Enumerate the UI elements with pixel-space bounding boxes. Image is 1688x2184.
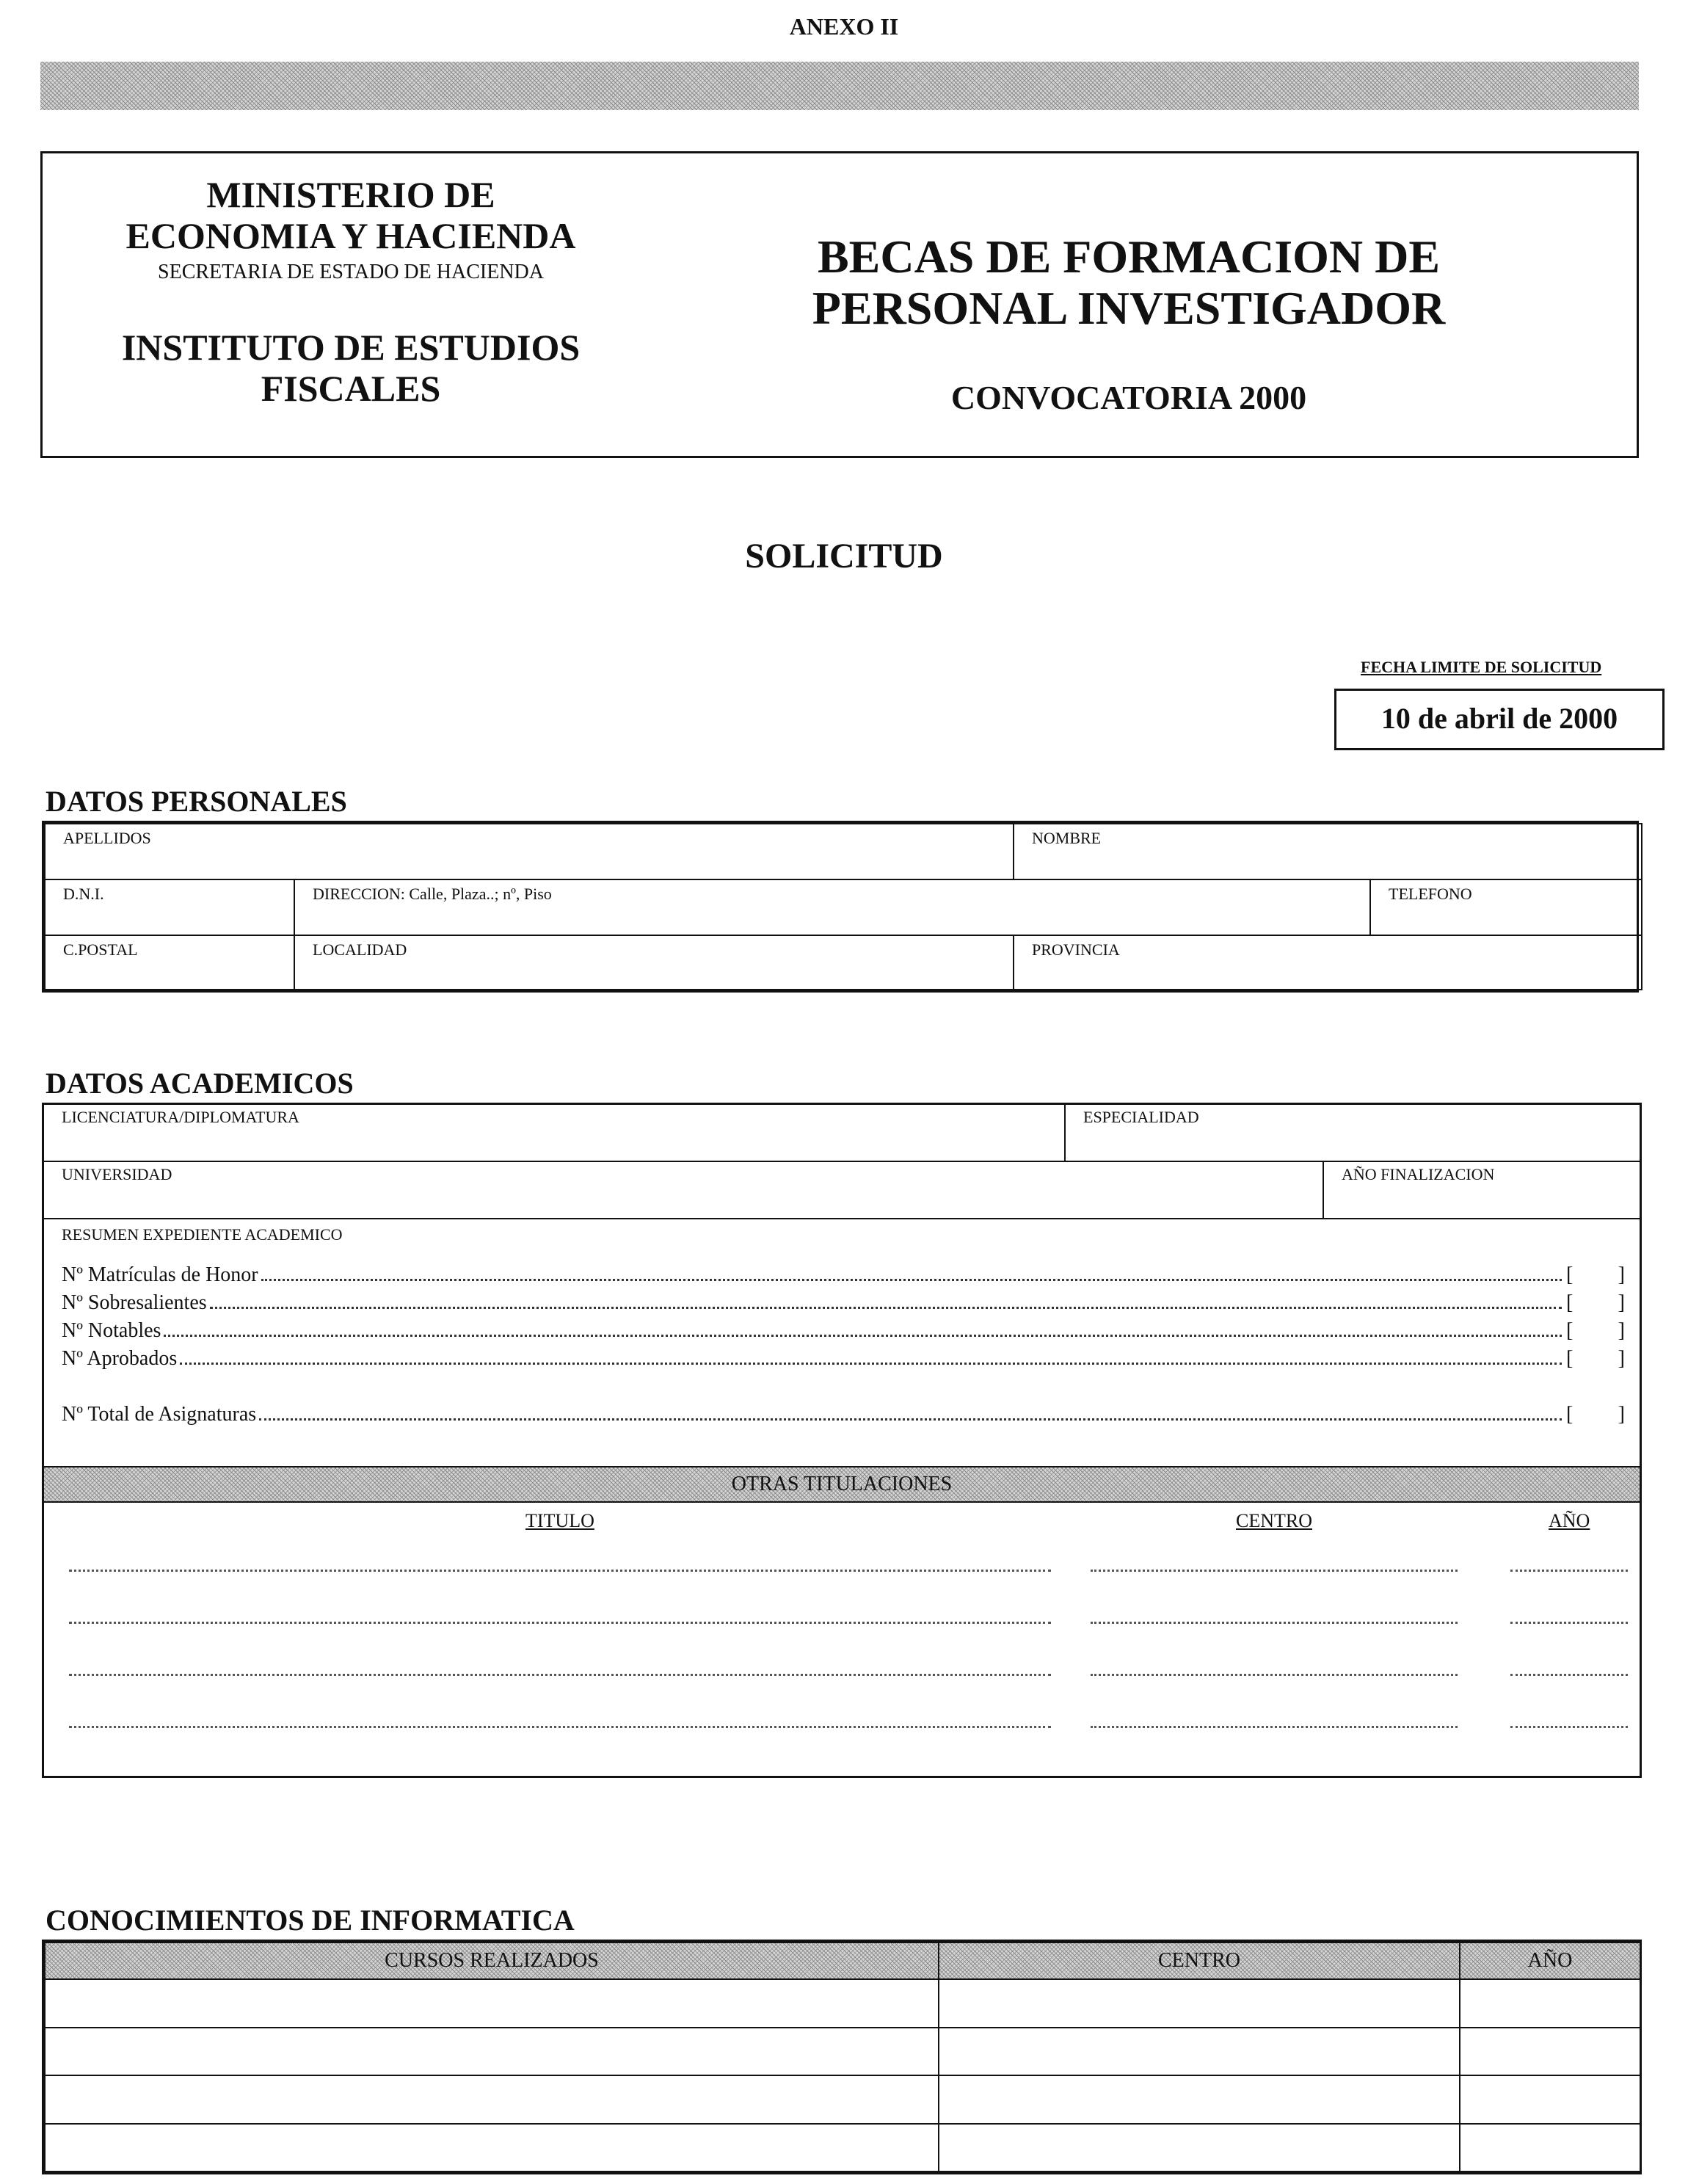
titulo-line-1[interactable]	[69, 1570, 1051, 1572]
header-box	[40, 151, 1639, 458]
total-row[interactable]	[62, 1398, 1625, 1426]
bracket-open: [	[1566, 1291, 1574, 1314]
bracket-open: [	[1566, 1403, 1574, 1426]
universidad-label: UNIVERSIDAD	[62, 1165, 172, 1183]
aprobados-label: Nº Aprobados	[62, 1347, 178, 1370]
cpostal-field[interactable]	[45, 935, 294, 990]
total-label: Nº Total de Asignaturas	[62, 1403, 257, 1426]
cursos-header	[45, 1942, 939, 1979]
centro-line-3[interactable]	[1091, 1674, 1458, 1676]
grades-list	[62, 1259, 1625, 1426]
anio-col-header-label: AÑO	[1527, 1949, 1573, 1972]
academic-heading: DATOS ACADEMICOS	[46, 1067, 354, 1100]
cursos-header-label: CURSOS REALIZADOS	[385, 1949, 599, 1972]
centro-col-header-label: CENTRO	[1158, 1949, 1240, 1972]
anio-line-2[interactable]	[1510, 1622, 1628, 1624]
bracket-open: [	[1566, 1263, 1574, 1286]
dni-field[interactable]	[45, 879, 294, 935]
provincia-label: PROVINCIA	[1032, 940, 1120, 959]
anio-fin-label: AÑO FINALIZACION	[1342, 1165, 1495, 1183]
informatica-table	[42, 1940, 1642, 2174]
centro-line-2[interactable]	[1091, 1622, 1458, 1624]
anio-cell[interactable]	[1460, 2124, 1640, 2172]
table-row	[45, 1979, 1640, 2028]
especialidad-field[interactable]	[1066, 1105, 1640, 1162]
nombre-label: NOMBRE	[1032, 829, 1102, 847]
centro-line-1[interactable]	[1091, 1570, 1458, 1572]
especialidad-label: ESPECIALIDAD	[1083, 1108, 1199, 1126]
bracket-close: ]	[1618, 1263, 1625, 1286]
apellidos-field[interactable]	[45, 824, 1014, 879]
bracket-close: ]	[1618, 1347, 1625, 1370]
telefono-label: TELEFONO	[1389, 885, 1472, 903]
institute-line1: INSTITUTO DE ESTUDIOS	[121, 327, 581, 368]
centro-cell[interactable]	[939, 1979, 1460, 2028]
table-row	[45, 2124, 1640, 2172]
centro-header: CENTRO	[1236, 1510, 1312, 1531]
secretaria-label: SECRETARIA DE ESTADO DE HACIENDA	[158, 261, 544, 283]
direccion-field[interactable]	[294, 879, 1370, 935]
telefono-field[interactable]	[1370, 879, 1642, 935]
convocatoria-label: CONVOCATORIA 2000	[950, 379, 1307, 416]
licenciatura-field[interactable]	[44, 1105, 1066, 1162]
curso-cell[interactable]	[45, 2075, 939, 2124]
titulo-line-2[interactable]	[69, 1622, 1051, 1624]
informatica-heading: CONOCIMIENTOS DE INFORMATICA	[46, 1904, 575, 1937]
bracket-open: [	[1566, 1347, 1574, 1370]
institute-line2: FISCALES	[261, 368, 441, 409]
anio-header: AÑO	[1549, 1510, 1590, 1531]
table-row	[45, 2028, 1640, 2076]
centro-cell[interactable]	[939, 2028, 1460, 2076]
matriculas-row[interactable]	[62, 1259, 1625, 1287]
curso-cell[interactable]	[45, 2124, 939, 2172]
licenciatura-label: LICENCIATURA/DIPLOMATURA	[62, 1108, 299, 1126]
sobresalientes-label: Nº Sobresalientes	[62, 1291, 207, 1314]
header-hatch-band	[40, 62, 1639, 110]
titulo-line-3[interactable]	[69, 1674, 1051, 1676]
annex-title: ANEXO II	[789, 13, 899, 40]
anio-line-1[interactable]	[1510, 1570, 1628, 1572]
provincia-field[interactable]	[1014, 935, 1642, 990]
ministry-line2: ECONOMIA Y HACIENDA	[125, 215, 576, 256]
anio-col-header	[1460, 1942, 1640, 1979]
bracket-close: ]	[1618, 1319, 1625, 1342]
localidad-field[interactable]	[294, 935, 1014, 990]
anio-cell[interactable]	[1460, 2075, 1640, 2124]
otras-titulaciones-label: OTRAS TITULACIONES	[731, 1473, 953, 1495]
bracket-open: [	[1566, 1319, 1574, 1342]
otras-titulaciones-band	[44, 1466, 1640, 1503]
anio-fin-field[interactable]	[1324, 1162, 1640, 1219]
anio-cell[interactable]	[1460, 1979, 1640, 2028]
title-line1: BECAS DE FORMACION DE	[817, 231, 1441, 283]
curso-cell[interactable]	[45, 1979, 939, 2028]
deadline-value: 10 de abril de 2000	[1334, 689, 1665, 750]
table-row	[45, 2075, 1640, 2124]
universidad-field[interactable]	[44, 1162, 1324, 1219]
anio-line-4[interactable]	[1510, 1726, 1628, 1728]
anio-line-3[interactable]	[1510, 1674, 1628, 1676]
dni-label: D.N.I.	[63, 885, 104, 903]
localidad-label: LOCALIDAD	[313, 940, 407, 959]
curso-cell[interactable]	[45, 2028, 939, 2076]
cpostal-label: C.POSTAL	[63, 940, 138, 959]
deadline-label: FECHA LIMITE DE SOLICITUD	[1361, 658, 1602, 676]
bracket-close: ]	[1618, 1403, 1625, 1426]
direccion-label: DIRECCION: Calle, Plaza..; nº, Piso	[313, 885, 552, 903]
titulo-line-4[interactable]	[69, 1726, 1051, 1728]
titulo-header: TITULO	[525, 1510, 594, 1531]
resumen-label: RESUMEN EXPEDIENTE ACADEMICO	[62, 1225, 343, 1244]
form-title: SOLICITUD	[745, 537, 943, 576]
centro-cell[interactable]	[939, 2075, 1460, 2124]
centro-col-header	[939, 1942, 1460, 1979]
apellidos-label: APELLIDOS	[63, 829, 151, 847]
ministry-line1: MINISTERIO DE	[206, 174, 495, 215]
notables-row[interactable]	[62, 1315, 1625, 1343]
sobresalientes-row[interactable]	[62, 1287, 1625, 1315]
aprobados-row[interactable]	[62, 1343, 1625, 1371]
academic-data-box	[42, 1103, 1642, 1778]
bracket-close: ]	[1618, 1291, 1625, 1314]
nombre-field[interactable]	[1014, 824, 1642, 879]
centro-line-4[interactable]	[1091, 1726, 1458, 1728]
centro-cell[interactable]	[939, 2124, 1460, 2172]
personal-data-table	[42, 821, 1639, 993]
notables-label: Nº Notables	[62, 1319, 161, 1342]
personal-heading: DATOS PERSONALES	[46, 785, 347, 818]
matriculas-label: Nº Matrículas de Honor	[62, 1263, 258, 1286]
anio-cell[interactable]	[1460, 2028, 1640, 2076]
title-line2: PERSONAL INVESTIGADOR	[812, 282, 1446, 334]
